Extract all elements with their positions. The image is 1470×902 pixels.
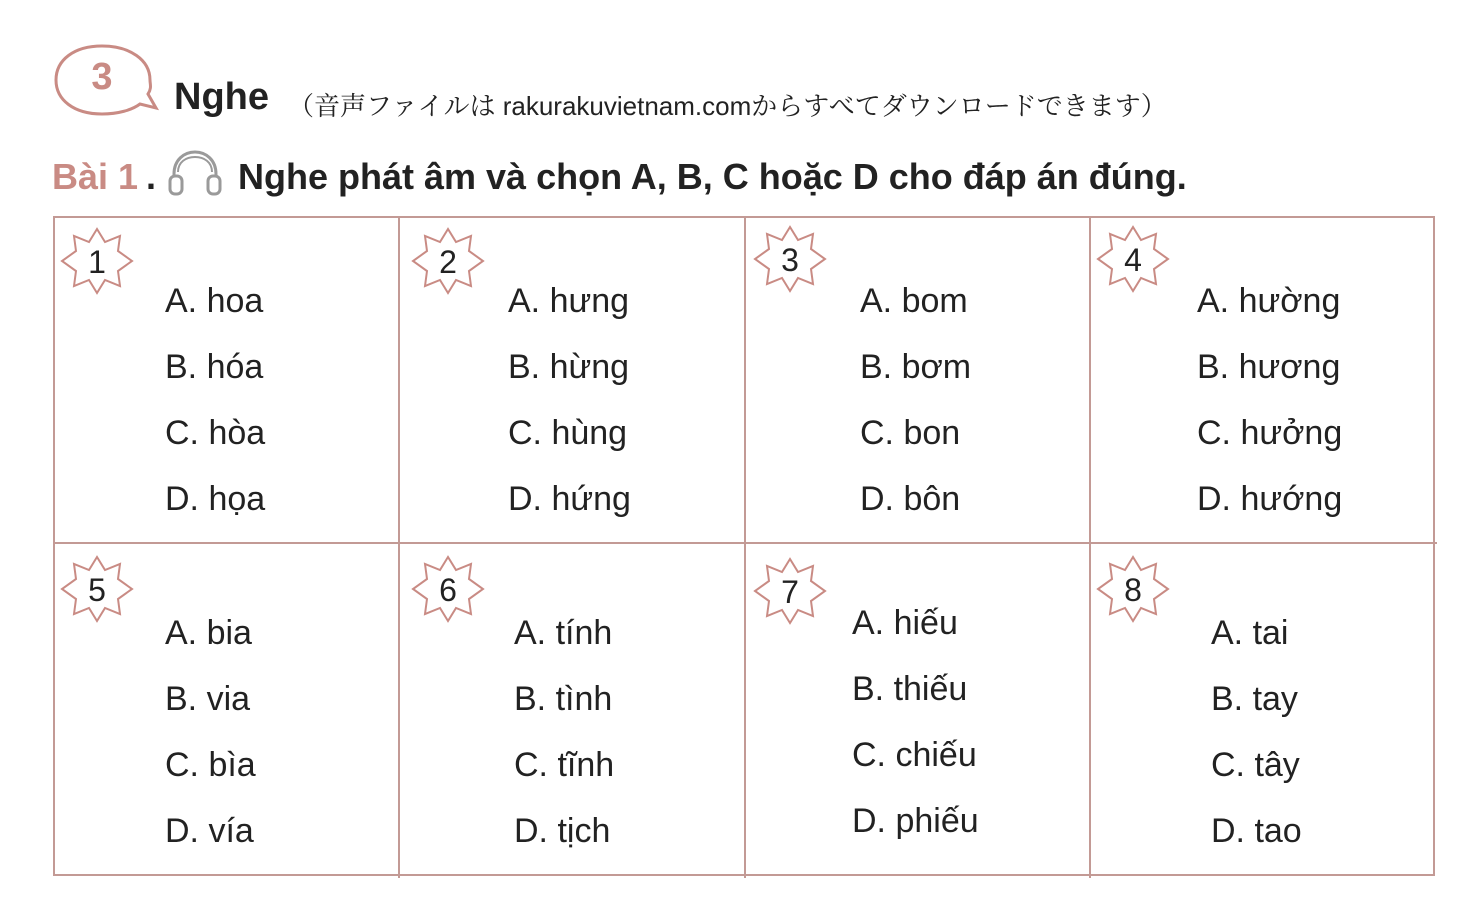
exercise-header [52,148,1452,208]
option-b[interactable]: B. thiếu [852,670,968,708]
section-title: Nghe [174,76,269,118]
option-b[interactable]: B. hừng [508,348,630,386]
section-number: 3 [91,56,113,98]
question-number: 8 [1124,572,1142,608]
question-cell-3 [746,218,1091,544]
options-list [852,590,979,854]
question-number: 4 [1124,242,1142,278]
option-c[interactable]: C. tây [1211,746,1300,784]
question-number-badge [1095,224,1171,294]
question-cell-4 [1091,218,1437,544]
question-cell-2 [400,218,746,544]
option-c[interactable]: C. hòa [165,414,266,452]
question-number-badge [59,554,135,624]
option-b[interactable]: B. via [165,680,251,718]
option-c[interactable]: C. hùng [508,414,628,452]
question-number: 2 [439,244,457,280]
question-cell-1 [55,218,400,544]
option-c[interactable]: C. bon [860,414,961,452]
option-c[interactable]: C. hưởng [1197,414,1343,452]
options-list [860,268,971,532]
question-number: 5 [88,572,106,608]
question-number: 7 [781,574,799,610]
option-a[interactable]: A. tai [1211,614,1289,652]
option-b[interactable]: B. hóa [165,348,264,386]
option-a[interactable]: A. bia [165,614,252,652]
question-cell-7 [746,544,1091,878]
options-list [508,268,631,532]
exercise-instruction: Nghe phát âm và chọn A, B, C hoặc D cho đáp án đúng. [238,156,1187,197]
option-d[interactable]: D. tịch [514,812,611,850]
options-list [165,268,265,532]
section-note: （音声ファイルは rakurakuvietnam.comからすべてダウンロードできます） [288,91,1167,121]
exercise-label: Bài 1 [52,156,139,197]
question-number: 3 [781,242,799,278]
option-d[interactable]: D. vía [165,812,254,850]
option-b[interactable]: B. tay [1211,680,1298,718]
option-a[interactable]: A. hường [1197,282,1341,320]
options-list [514,600,614,864]
option-d[interactable]: D. tao [1211,812,1302,850]
question-cell-5 [55,544,400,878]
exercise-label-dot: . [146,156,157,197]
question-number-badge [1095,554,1171,624]
question-cell-8 [1091,544,1437,878]
question-number-badge [752,224,828,294]
option-d[interactable]: D. phiếu [852,802,979,840]
option-b[interactable]: B. bơm [860,348,972,386]
option-c[interactable]: C. tĩnh [514,746,615,784]
headphones-icon[interactable] [166,148,224,198]
option-c[interactable]: C. bìa [165,746,256,784]
option-a[interactable]: A. hưng [508,282,630,320]
option-d[interactable]: D. hướng [1197,480,1343,518]
option-d[interactable]: D. họa [165,480,266,518]
question-number-badge [59,226,135,296]
question-number: 6 [439,572,457,608]
option-b[interactable]: B. tình [514,680,613,718]
section-header [52,42,1452,122]
option-d[interactable]: D. hứng [508,480,631,518]
option-c[interactable]: C. chiếu [852,736,977,774]
options-list [1211,600,1302,864]
question-number-badge [410,226,486,296]
question-cell-6 [400,544,746,878]
options-list [1197,268,1342,532]
option-a[interactable]: A. hoa [165,282,264,320]
option-a[interactable]: A. hiếu [852,604,958,642]
option-b[interactable]: B. hương [1197,348,1341,386]
option-d[interactable]: D. bôn [860,480,961,518]
question-number-badge [410,554,486,624]
question-number: 1 [88,244,106,280]
option-a[interactable]: A. tính [514,614,613,652]
question-grid [53,216,1435,876]
options-list [165,600,256,864]
option-a[interactable]: A. bom [860,282,968,320]
section-number-bubble [52,42,162,122]
question-number-badge [752,556,828,626]
